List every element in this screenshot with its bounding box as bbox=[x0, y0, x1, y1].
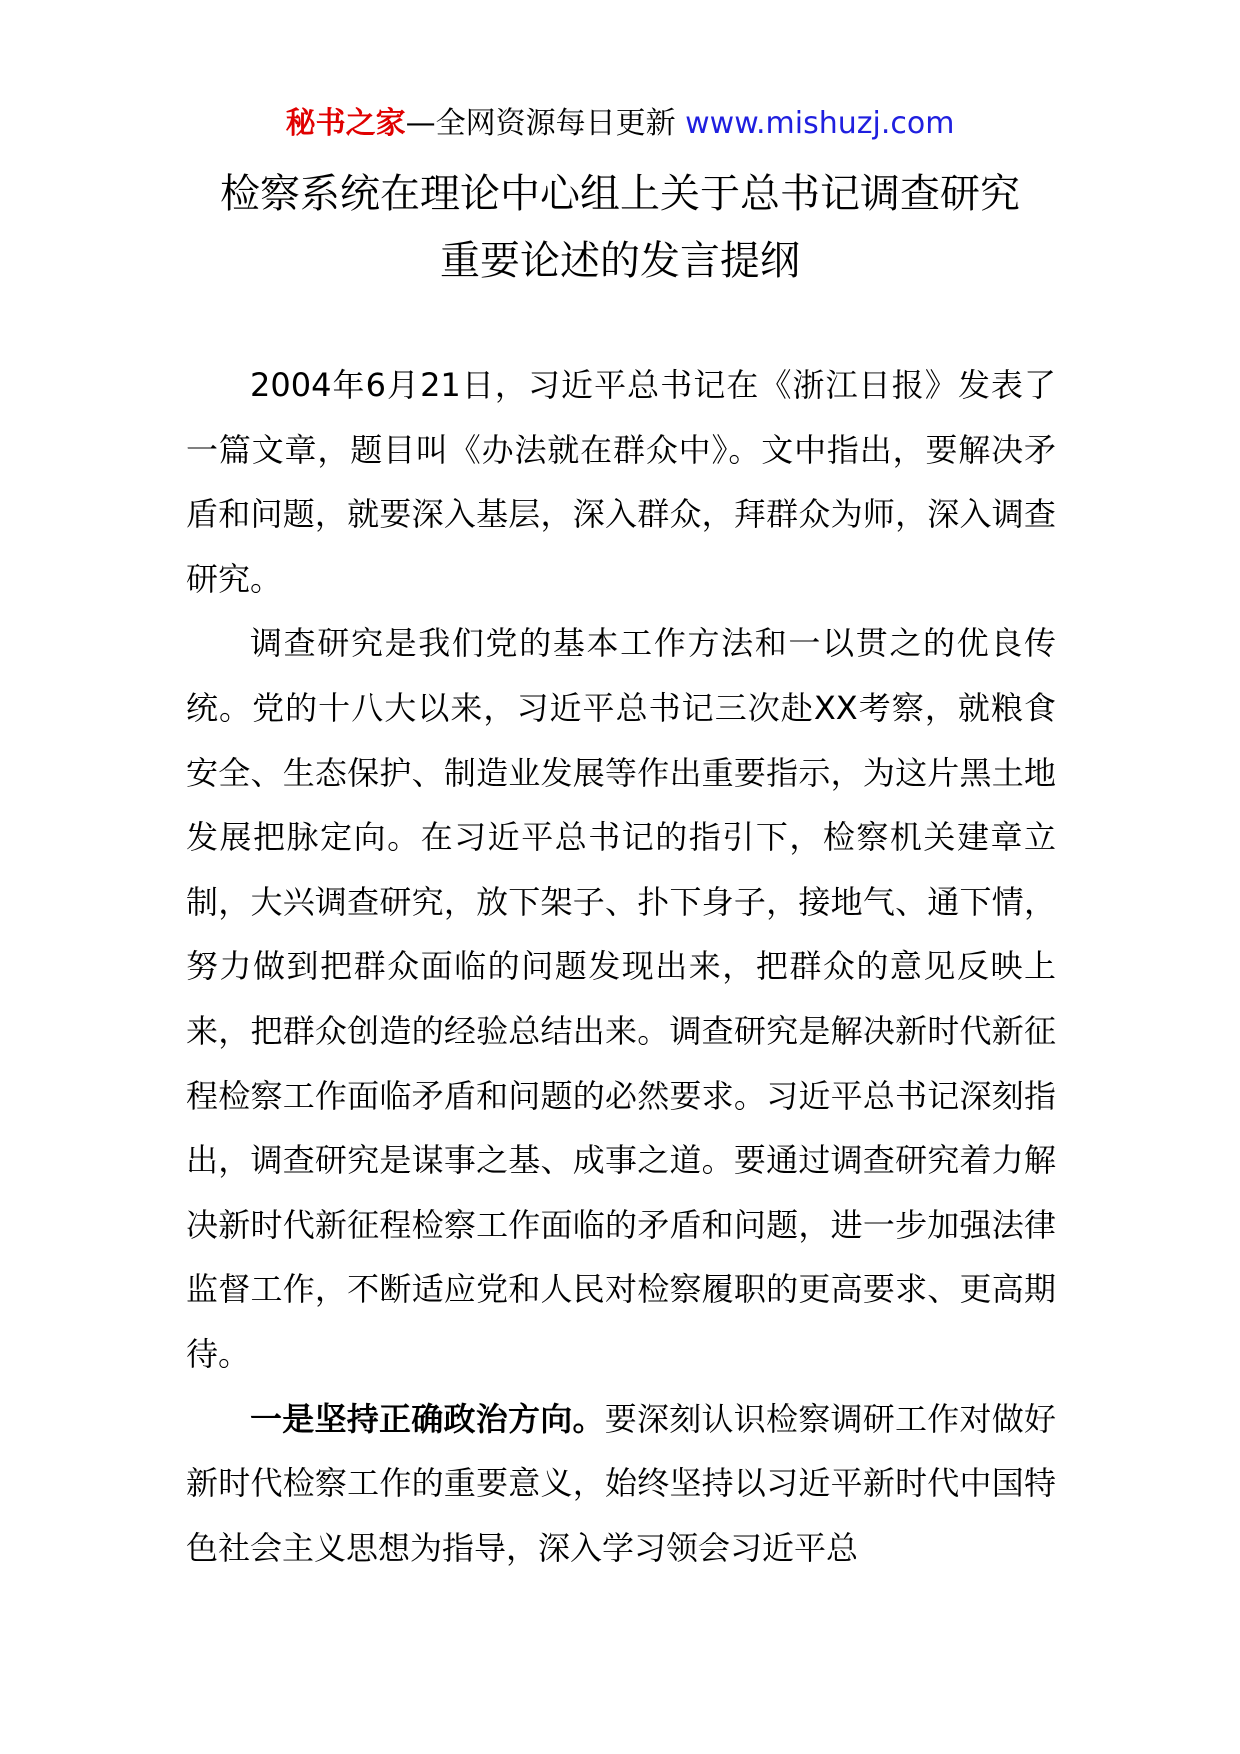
document-title-line-1: 检察系统在理论中心组上关于总书记调查研究 bbox=[220, 171, 1020, 217]
paragraph-text: 2004年6月21日，习近平总书记在《浙江日报》发表了一篇文章，题目叫《办法就在群众中》。文中指出，要解决矛盾和问题，就要深入基层，深入群众，拜群众为师，深入调查研究。 bbox=[186, 366, 1056, 598]
paragraph-text: 要深刻认识检察调研工作对做好新时代检察工作的重要意义，始终坚持以习近平新时代中国特色社会主义思想为指导，深入学习领会习近平总 bbox=[186, 1399, 1056, 1567]
site-header bbox=[0, 104, 1240, 144]
site-url-link[interactable]: www.mishuzj.com bbox=[685, 106, 955, 141]
document-title-line-2: 重要论述的发言提纲 bbox=[440, 238, 800, 284]
brand-name: 秘书之家 bbox=[285, 106, 406, 141]
header-dash: — bbox=[405, 106, 436, 141]
paragraph-1 bbox=[186, 353, 1056, 611]
header-tagline: 全网资源每日更新 bbox=[435, 106, 676, 141]
paragraph-3 bbox=[186, 1387, 1056, 1581]
document-body bbox=[186, 353, 1056, 1580]
paragraph-lead-heading: 一是坚持正确政治方向。 bbox=[250, 1399, 605, 1438]
paragraph-text: 调查研究是我们党的基本工作方法和一以贯之的优良传统。党的十八大以来，习近平总书记三次赴XX考察，就粮食安全、生态保护、制造业发展等作出重要指示，为这片黑土地发展把脉定向。在习近平总书记的指引下，检察机关建章立制，大兴调查研究，放下架子、扑下身子，接地气、通下情，努力做到把群众面临的问题发现出来，把群众的意见反映上来，把群众创造的经验总结出来。调查研究是解决新时代新征程检察工作面临矛盾和问题的必然要求。习近平总书记深刻指出，调查研究是谋事之基、成事之道。要通过调查研究着力解决新时代新征程检察工作面临的矛盾和问题，进一步加强法律监督工作，不断适应党和人民对检察履职的更高要求、更高期待。 bbox=[186, 624, 1056, 1373]
paragraph-2 bbox=[186, 611, 1056, 1386]
